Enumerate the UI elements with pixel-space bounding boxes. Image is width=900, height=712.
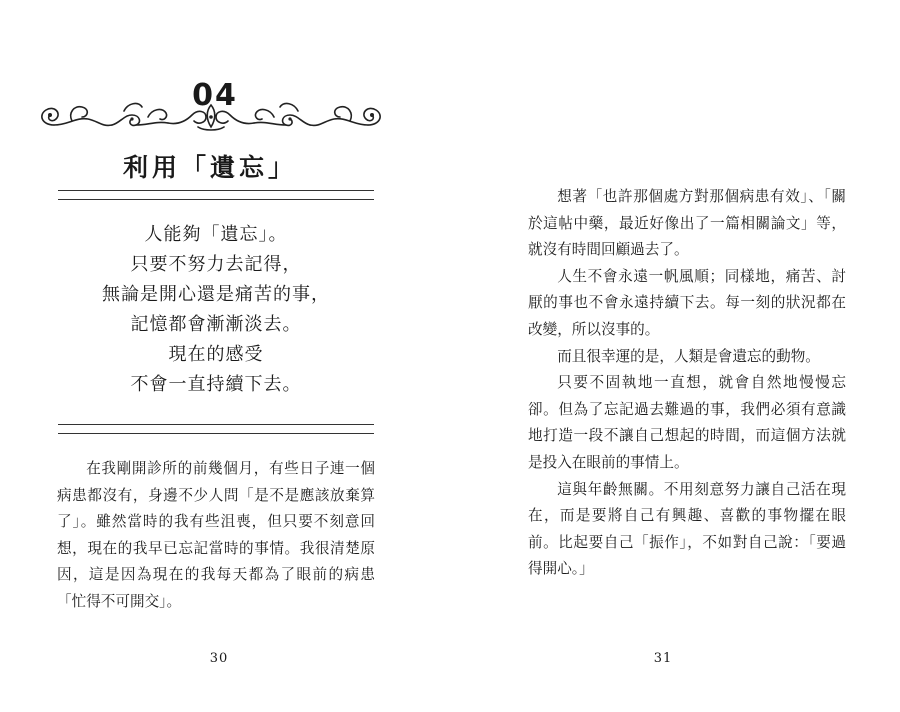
paragraph: 人生不會永遠一帆風順；同樣地，痛苦、討厭的事也不會永遠持續下去。每一刻的狀況都在改變，所以沒事的。 xyxy=(528,267,846,338)
quote-line: 記憶都會漸漸淡去。 xyxy=(130,314,302,335)
quote-line: 現在的感受 xyxy=(168,344,264,365)
chapter-title: 利用「遺忘」 xyxy=(122,153,297,182)
chapter-number: 04 xyxy=(192,78,238,113)
page-number: 31 xyxy=(653,651,673,666)
right-page xyxy=(450,0,900,712)
body-text xyxy=(57,456,375,616)
divider-rule xyxy=(58,190,374,191)
body-text xyxy=(528,184,846,583)
quote-line: 人能夠「遺忘」。 xyxy=(144,224,288,245)
paragraph: 這與年齡無關。不用刻意努力讓自己活在現在，而是要將自己有興趣、喜歡的事物擺在眼前。比起要自己「振作」，不如對自己說：「要過得開心。」 xyxy=(528,480,846,578)
quote-line: 無論是開心還是痛苦的事， xyxy=(102,284,330,305)
paragraph: 只要不固執地一直想，就會自然地慢慢忘卻。但為了忘記過去難過的事，我們必須有意識地打造一段不讓自己想起的時間，而這個方法就是投入在眼前的事情上。 xyxy=(528,374,846,471)
paragraph: 而且很幸運的是，人類是會遺忘的動物。 xyxy=(557,347,820,365)
chapter-quote xyxy=(58,220,374,400)
ornament-divider-icon xyxy=(28,95,394,139)
quote-line: 不會一直持續下去。 xyxy=(130,374,302,395)
page-number: 30 xyxy=(209,651,229,666)
paragraph: 想著「也許那個處方對那個病患有效」、「關於這帖中藥，最近好像出了一篇相關論文」等，就沒有時間回顧過去了。 xyxy=(528,188,846,259)
divider-rule xyxy=(58,199,374,200)
divider-rule xyxy=(58,433,374,434)
quote-line: 只要不努力去記得， xyxy=(130,254,302,275)
divider-rule xyxy=(58,424,374,425)
paragraph: 在我剛開診所的前幾個月，有些日子連一個病患都沒有，身邊不少人問「是不是應該放棄算了」。雖然當時的我有些沮喪，但只要不刻意回想，現在的我早已忘記當時的事情。我很清楚原因，這是因為現在的我每天都為了眼前的病患「忙得不可開交」。 xyxy=(57,460,375,610)
